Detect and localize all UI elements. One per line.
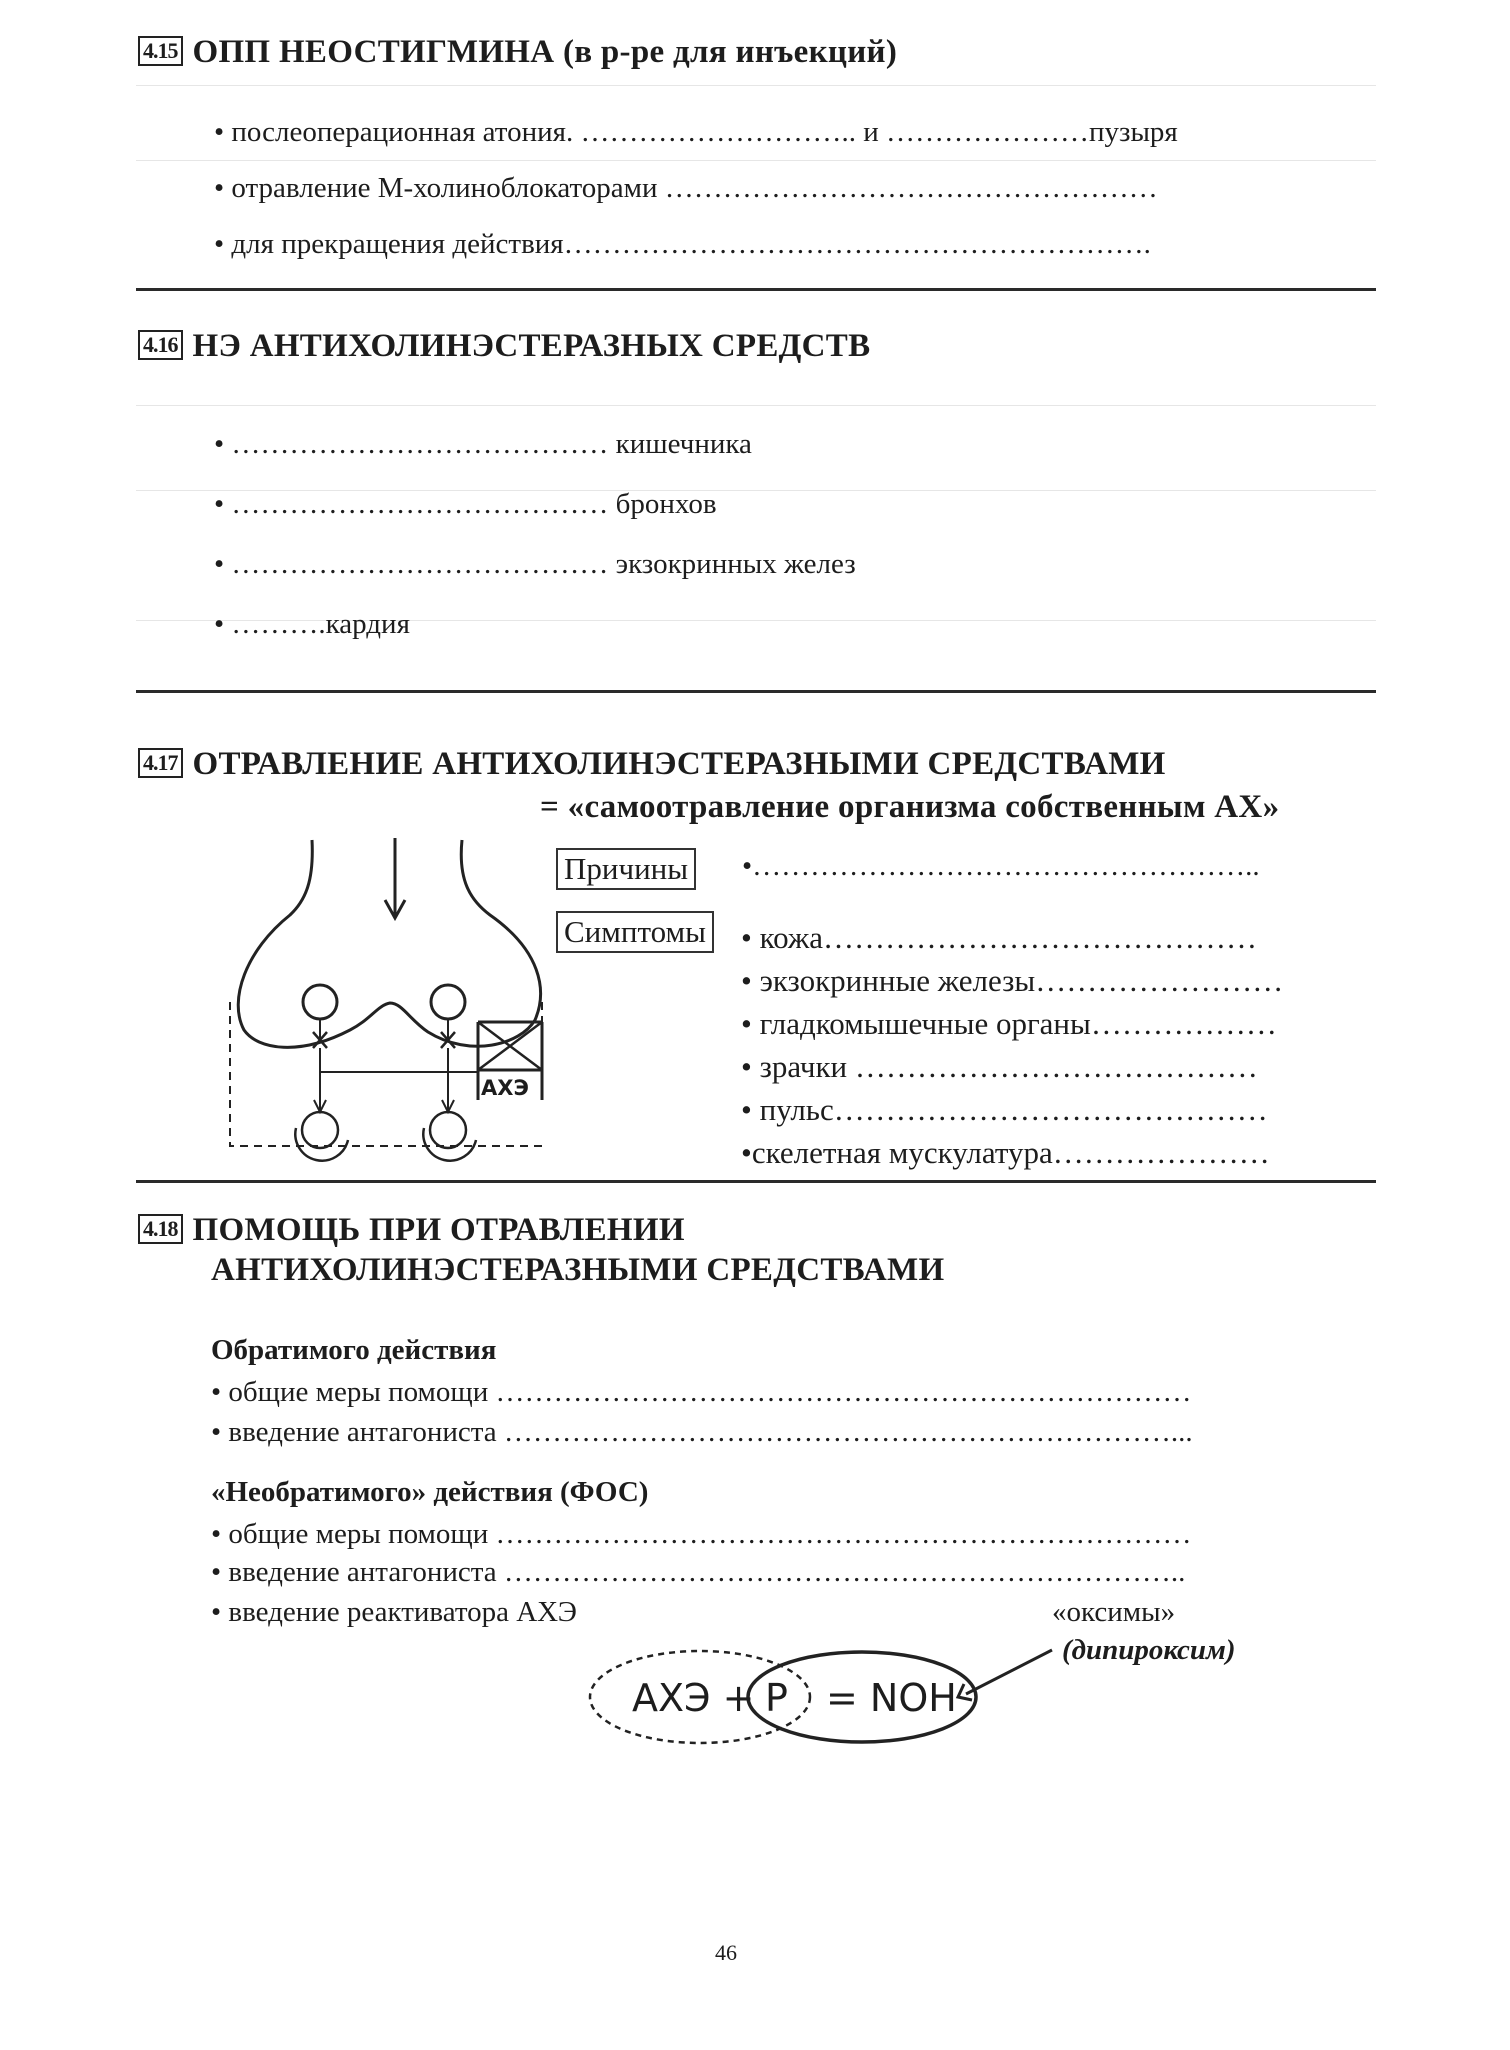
list-item: • общие меры помощи ……………………………………………………………… [211,1518,1192,1550]
section-title: ПОМОЩЬ ПРИ ОТРАВЛЕНИИ [192,1212,685,1248]
list-item: • для прекращения действия……………………………………………………. [214,228,1151,260]
list-item: • введение реактиватора АХЭ [211,1596,577,1628]
causes-text: •…………………………………………….. [742,850,1260,882]
section-divider [136,690,1376,693]
reversible-heading: Обратимого действия [211,1334,497,1366]
section-divider [136,288,1376,291]
page-number: 46 [715,1940,737,1965]
list-item: • введение антагониста ……………………………………………………………... [211,1416,1193,1448]
list-item: • введение антагониста …………………………………………………………….. [211,1556,1186,1588]
list-item: • ………………………………… экзокринных желез [214,548,856,580]
dipiroxim-label: (дипироксим) [1062,1634,1236,1666]
formula-noh: = NOH [826,1676,957,1720]
symptom-item: • экзокринные железы…………………… [741,963,1284,998]
section-4-18-heading [138,1212,685,1249]
section-title-line2: АНТИХОЛИНЭСТЕРАЗНЫМИ СРЕДСТВАМИ [211,1252,945,1288]
symptoms-list [741,916,1283,1174]
causes-label: Причины [556,848,696,890]
list-item: • ………………………………… кишечника [214,428,752,460]
list-item: • отравление М-холиноблокаторами …………………………………………… [214,172,1158,204]
section-number: 4.16 [138,330,183,360]
symptom-item: • кожа…………………………………… [741,920,1257,955]
section-title: НЭ АНТИХОЛИНЭСТЕРАЗНЫХ СРЕДСТВ [192,328,871,364]
symptom-item: • гладкомышечные органы……………… [741,1006,1277,1041]
ache-label: АХЭ [481,1076,529,1100]
list-item: • ……….кардия [214,608,410,640]
section-4-15-heading [138,34,897,71]
section-number: 4.18 [138,1214,183,1244]
section-title: ОПП НЕОСТИГМИНА (в р-ре для инъекций) [192,34,898,70]
symptoms-label: Симптомы [556,911,714,953]
ghost-line [136,405,1376,406]
ghost-line [136,85,1376,86]
symptom-item: •скелетная мускулатура………………… [741,1135,1270,1170]
formula-p: P [765,1676,788,1720]
symptom-item: • пульс…………………………………… [741,1092,1268,1127]
section-number: 4.15 [138,36,183,66]
list-item: • послеоперационная атония. ……………………….. и …………………пузыря [214,116,1178,148]
section-subtitle: = «самоотравление организма собственным АХ» [540,789,1280,825]
list-item: • общие меры помощи ……………………………………………………………… [211,1376,1192,1408]
list-item: • ………………………………… бронхов [214,488,717,520]
oximes-label: «оксимы» [1052,1596,1176,1628]
formula-ache: АХЭ + [632,1676,755,1720]
section-number: 4.17 [138,748,183,778]
section-divider [136,1180,1376,1183]
section-title: ОТРАВЛЕНИЕ АНТИХОЛИНЭСТЕРАЗНЫМИ СРЕДСТВАМИ [192,746,1166,782]
section-4-16-heading [138,328,870,365]
section-4-17-heading [138,746,1166,783]
ghost-line [136,160,1376,161]
symptom-item: • зрачки ………………………………… [741,1049,1258,1084]
irreversible-heading: «Необратимого» действия (ФОС) [211,1476,649,1508]
